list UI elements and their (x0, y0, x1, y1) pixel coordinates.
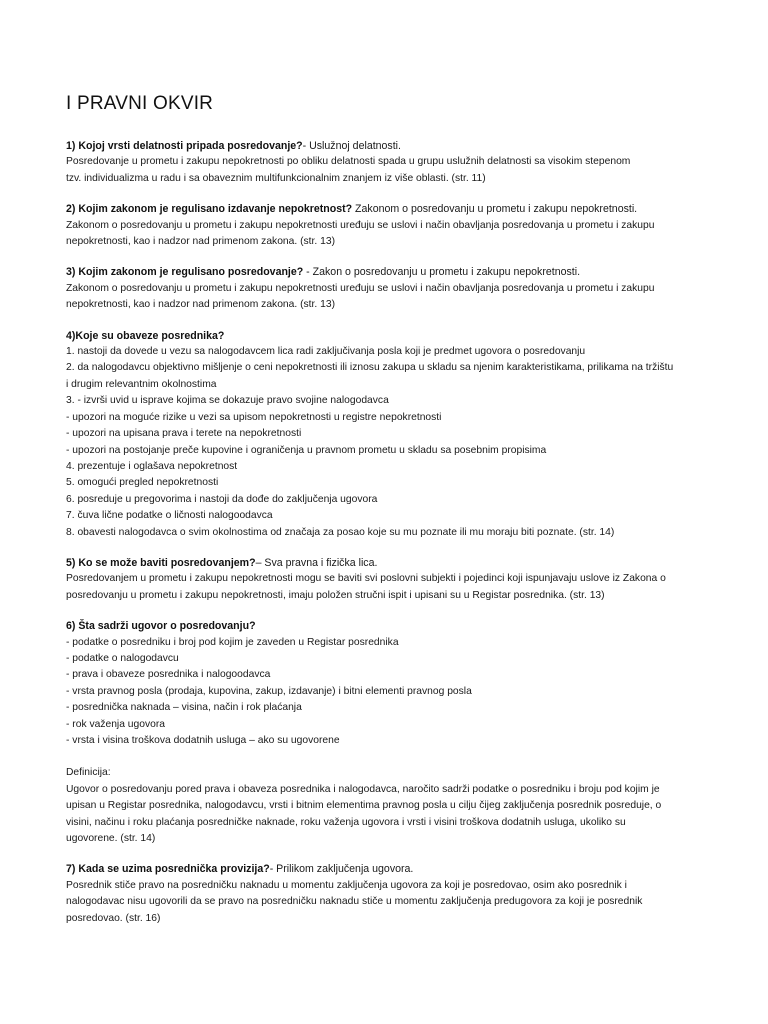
document-title: I PRAVNI OKVIR (66, 93, 214, 114)
short-answer: - Zakon o posredovanju u prometu i zakupu nepokretnosti. (303, 266, 581, 279)
answer-line: upisan u Registar posrednika, nalogodavcu, vrsti i bitnim elementima pravnog posla u cilju čijeg zaključenja posrednik posreduje, o (66, 800, 662, 812)
short-answer: – Sva pravna i fizička lica. (255, 556, 378, 569)
answer-line: 2. da nalogodavcu objektivno mišljenje o ceni nepokretnosti ili iznosu zakupa u skladu sa njenim karakteristikama, prilikama na tržištu (66, 362, 674, 374)
question-line (66, 328, 708, 344)
section-5 (66, 555, 708, 604)
question-line (66, 264, 708, 280)
answer-line: Zakonom o posredovanju u prometu i zakupu nepokretnosti uređuju se uslovi i način obavljanja posredovanja u prometu i zakupu (66, 282, 655, 294)
sections-container (66, 138, 708, 927)
question-text: 4)Koje su obaveze posrednika? (66, 329, 225, 342)
answer-line: Posrednik stiče pravo na posredničku naknadu u momentu zaključenja ugovora za koji je posredovao, osim ako posrednik i (66, 879, 627, 891)
question-text: 3) Kojim zakonom je regulisano posredovanje? (66, 266, 304, 279)
answer-line: 3. - izvrši uvid u isprave kojima se dokazuje pravo svojine nalogodavca (66, 395, 389, 407)
answer-line: posredovanju u prometu i zakupu nepokretnosti, imaju položen stručni ispit i upisani su u Registar posrednika. (str. 13) (66, 589, 605, 601)
section-2 (66, 201, 708, 250)
question-text: 5) Ko se može baviti posredovanjem? (66, 556, 256, 569)
answer-line: nepokretnosti, kao i nadzor nad primenom zakona. (str. 13) (66, 236, 336, 248)
answer-line: nalogodavac nisu ugovorili da se pravo na posredničku naknadu stiče u momentu zaključenja predugovora za koji je posrednik (66, 896, 643, 908)
answer-line: Ugovor o posredovanju pored prava i obaveza posrednika i nalogodavca, naročito sadrži podatke o posredniku i broju pod kojim je (66, 783, 660, 795)
answer-line: 5. omogući pregled nepokretnosti (66, 477, 219, 489)
question-line (66, 138, 708, 154)
answer-line: Posredovanjem u prometu i zakupu nepokretnosti mogu se baviti svi poslovni subjekti i pojedinci koji ispunjavaju uslove iz Zakona o (66, 573, 666, 585)
question-line (66, 201, 708, 217)
answer-line: - podatke o nalogodavcu (66, 652, 179, 664)
section-6 (66, 618, 708, 847)
answer-line: - posrednička naknada – visina, način i rok plaćanja (66, 702, 302, 714)
answer-line: - upozori na moguće rizike u vezi sa upisom nepokretnosti u registre nepokretnosti (66, 411, 442, 423)
answer-line: visini, načinu i roku plaćanja posredničke naknade, roku važenja ugovora i vrsti i visini troškova dodatnih usluga, ukoliko su (66, 816, 626, 828)
answer-line: 8. obavesti nalogodavca o svim okolnostima od značaja za posao koje su mu poznate ili mu moraju biti poznate. (str. 14) (66, 526, 615, 538)
question-text: 1) Kojoj vrsti delatnosti pripada posredovanje? (66, 140, 303, 152)
answer-line: - rok važenja ugovora (66, 718, 166, 730)
answer-line: - upozori na upisana prava i terete na nepokretnosti (66, 428, 302, 440)
answer-line: - upozori na postojanje preče kupovine i ograničenja u pravnom prometu u skladu sa posebnim propisima (66, 444, 547, 456)
answer-line: - podatke o posredniku i broj pod kojim je zaveden u Registar posrednika (66, 636, 399, 648)
answer-line: Definicija: (66, 767, 111, 779)
answer-line: 1. nastoji da dovede u vezu sa nalogodavcem lica radi zaključivanja posla koji je predmet ugovora o posredovanju (66, 346, 586, 358)
section-1 (66, 138, 708, 187)
short-answer: - Uslužnoj delatnosti. (302, 140, 401, 152)
answer-line: nepokretnosti, kao i nadzor nad primenom zakona. (str. 13) (66, 299, 336, 311)
section-3 (66, 264, 708, 313)
answer-line: 4. prezentuje i oglašava nepokretnost (66, 460, 238, 472)
answer-line: Posredovanje u prometu i zakupu nepokretnosti po obliku delatnosti spada u grupu uslužnih delatnosti sa visokim stepenom (66, 156, 631, 168)
answer-line: 7. čuva lične podatke o ličnosti nalogoodavca (66, 510, 273, 522)
answer-line: i drugim relevantnim okolnostima (66, 378, 217, 390)
answer-line: Zakonom o posredovanju u prometu i zakupu nepokretnosti uređuju se uslovi i način obavljanja posredovanja u prometu i zakupu (66, 219, 655, 231)
answer-line: ugovorene. (str. 14) (66, 833, 156, 845)
section-4 (66, 328, 708, 541)
section-7 (66, 861, 708, 927)
short-answer: Zakonom o posredovanju u prometu i zakupu nepokretnosti. (352, 203, 638, 216)
question-line (66, 618, 708, 634)
answer-line: 6. posreduje u pregovorima i nastoji da dođe do zaključenja ugovora (66, 493, 378, 505)
question-text: 7) Kada se uzima posrednička provizija? (66, 863, 270, 876)
question-line (66, 861, 708, 877)
question-text: 2) Kojim zakonom je regulisano izdavanje nepokretnost? (66, 203, 353, 216)
answer-line: - prava i obaveze posrednika i nalogoodavca (66, 669, 271, 681)
short-answer: - Prilikom zaključenja ugovora. (269, 863, 414, 876)
answer-line: - vrsta i visina troškova dodatnih usluga – ako su ugovorene (66, 735, 340, 746)
blank-line (66, 749, 708, 765)
answer-line: tzv. individualizma u radu i sa obaveznim multifunkcionalnim znanjem iz više oblasti. (str. 11) (66, 172, 486, 184)
answer-line: posredovao. (str. 16) (66, 912, 161, 924)
question-text: 6) Šta sadrži ugovor o posredovanju? (66, 620, 256, 633)
answer-line: - vrsta pravnog posla (prodaja, kupovina, zakup, izdavanje) i bitni elementi pravnog posla (66, 685, 472, 697)
question-line (66, 555, 708, 571)
